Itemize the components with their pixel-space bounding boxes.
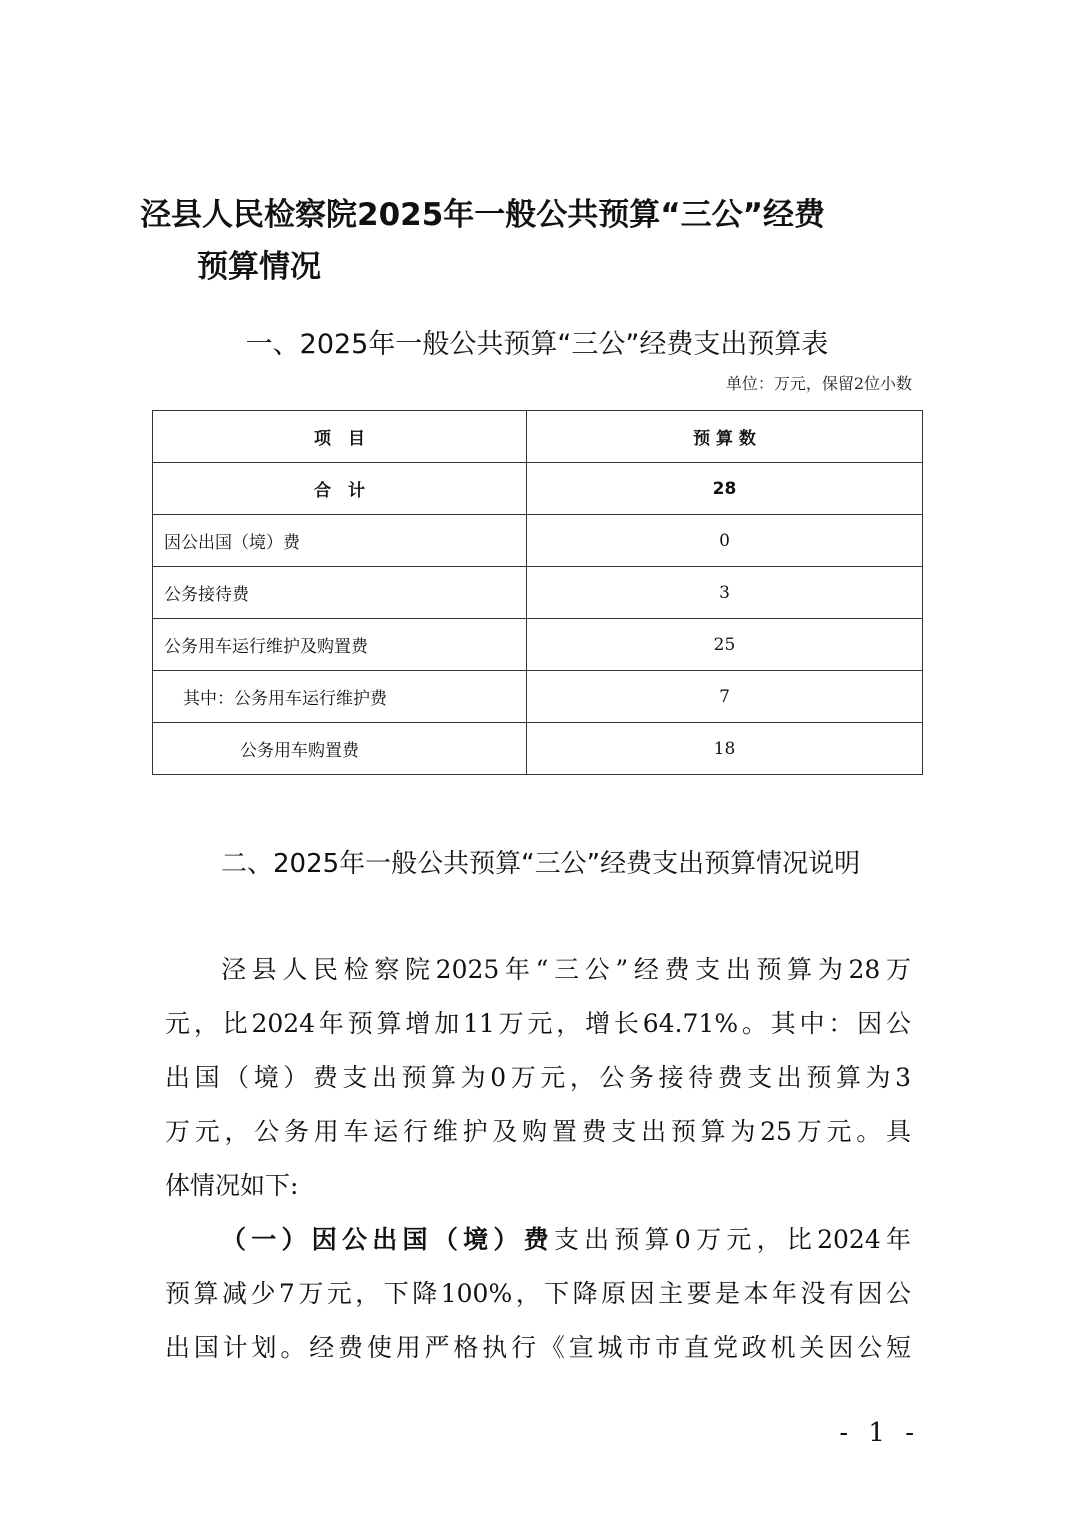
table-row — [153, 619, 923, 671]
row-label: 其中：公务用车运行维护费 — [153, 671, 527, 723]
table-row — [153, 723, 923, 775]
table-row — [153, 515, 923, 567]
body-line: 出国计划。经费使用严格执行《宣城市市直党政机关因公短 — [165, 1333, 911, 1362]
header-item: 项 目 — [153, 411, 527, 463]
body-line: 万元，公务用车运行维护及购置费支出预算为25万元。具 — [165, 1117, 911, 1146]
row-value: 0 — [527, 515, 923, 567]
header-budget: 预 算 数 — [527, 411, 923, 463]
row-value: 25 — [527, 619, 923, 671]
row-value: 18 — [527, 723, 923, 775]
item1-first-line — [221, 1220, 911, 1260]
document-title-line2: 预算情况 — [197, 249, 321, 285]
row-label: 公务用车运行维护及购置费 — [153, 619, 527, 671]
table-row — [153, 567, 923, 619]
row-label: 因公出国（境）费 — [153, 515, 527, 567]
body-line: 元，比2024年预算增加11万元，增长64.71%。其中：因公 — [165, 1009, 911, 1038]
page-number: - 1 - — [839, 1418, 920, 1448]
document-title-line1: 泾县人民检察院2025年一般公共预算“三公”经费 — [140, 197, 826, 233]
table-header-row — [153, 411, 923, 463]
body-line: 泾县人民检察院2025年“三公”经费支出预算为28万 — [221, 955, 911, 984]
unit-note: 单位：万元，保留2位小数 — [725, 374, 912, 393]
section2-heading: 二、2025年一般公共预算“三公”经费支出预算情况说明 — [221, 849, 861, 879]
body-line: 体情况如下: — [165, 1171, 299, 1200]
table-row — [153, 671, 923, 723]
body-line: 出国（境）费支出预算为0万元，公务接待费支出预算为3 — [165, 1063, 911, 1092]
row-value: 7 — [527, 671, 923, 723]
row-label: 公务用车购置费 — [153, 723, 527, 775]
row-value: 28 — [527, 463, 923, 515]
row-value: 3 — [527, 567, 923, 619]
row-label: 公务接待费 — [153, 567, 527, 619]
section1-heading: 一、2025年一般公共预算“三公”经费支出预算表 — [245, 329, 829, 360]
item1-heading: （一）因公出国（境）费 — [221, 1225, 554, 1254]
item1-text: 支出预算0万元，比2024年 — [553, 1225, 911, 1254]
body-line: 预算减少7万元，下降100%，下降原因主要是本年没有因公 — [165, 1279, 911, 1308]
table-row-total — [153, 463, 923, 515]
row-label: 合 计 — [153, 463, 527, 515]
budget-table — [152, 410, 923, 775]
